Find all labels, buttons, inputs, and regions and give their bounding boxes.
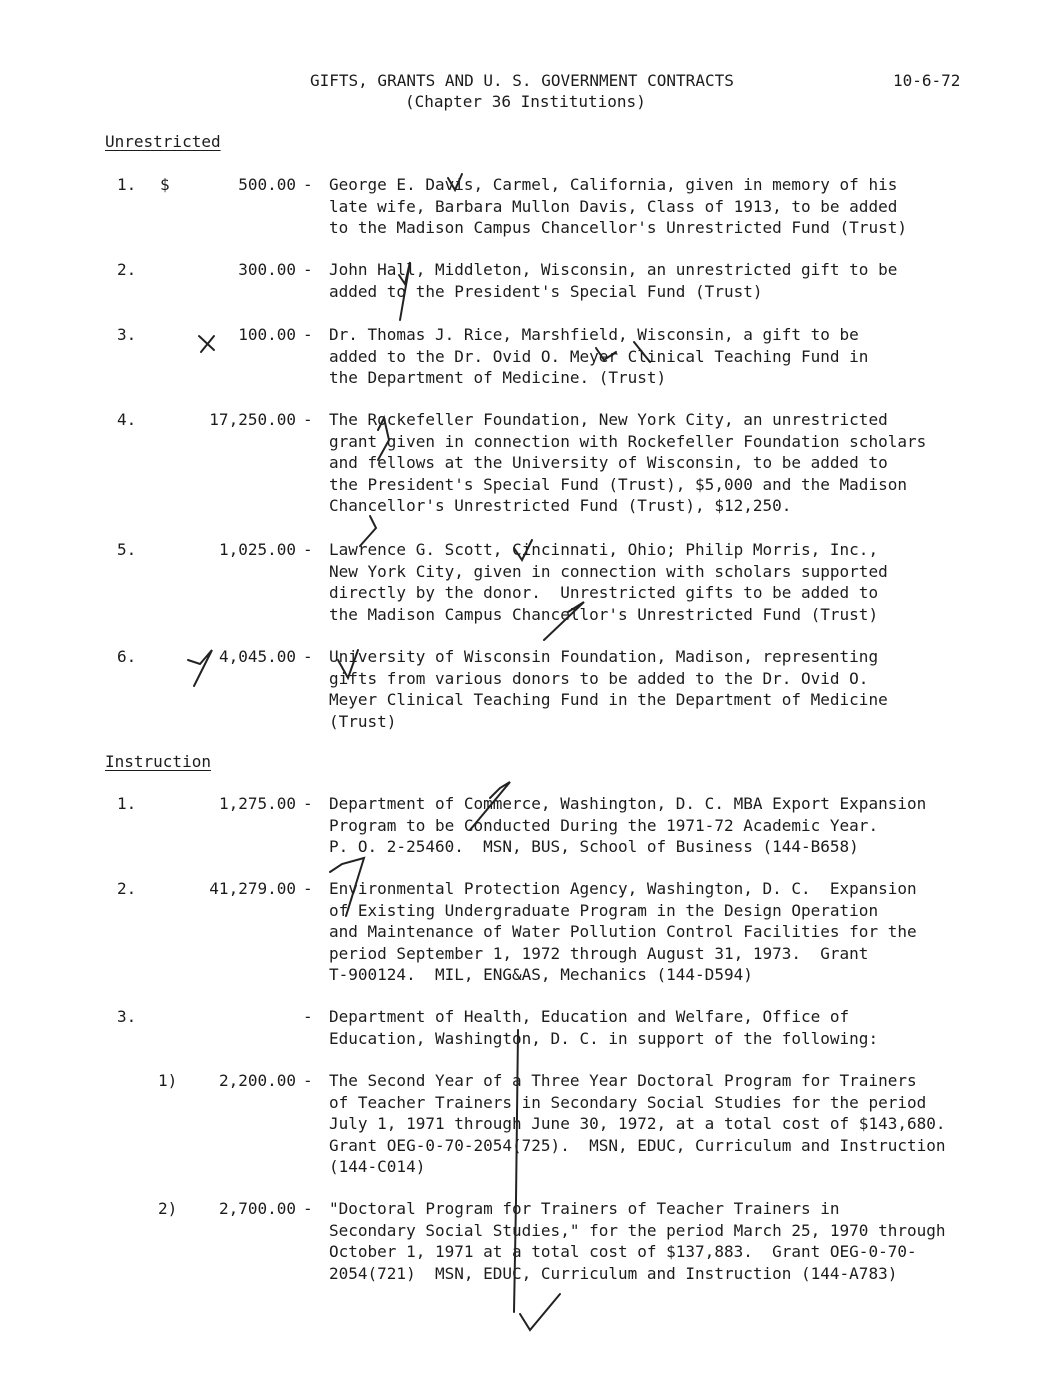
entry-line: University of Wisconsin Foundation, Madison, representing [329,647,879,666]
entry-amount: 300.00 [238,260,296,279]
entry-dash: - [303,260,313,279]
entry-description [329,646,1019,732]
entry-line: added to the President's Special Fund (Trust) [329,281,763,301]
entry-description [329,539,1019,625]
entry-amount: 2,200.00 [218,1071,296,1090]
section-heading-unrestricted: Unrestricted [105,132,221,151]
entry-description [329,1198,1019,1284]
entry-dash: - [303,1007,313,1026]
entry-line: late wife, Barbara Mullon Davis, Class of 1913, to be added [329,196,898,216]
document-title: GIFTS, GRANTS AND U. S. GOVERNMENT CONTRACTS [310,71,734,90]
entry-line: period September 1, 1972 through August 31, 1973. Grant [329,943,869,963]
entry-description [329,174,1019,239]
entry-dash: - [303,325,313,344]
entry-line: Meyer Clinical Teaching Fund in the Department of Medicine [329,690,888,709]
entry-number: 4. [117,410,137,429]
entry-line: Secondary Social Studies," for the period March 25, 1970 through [329,1220,946,1240]
entry-number: 1. [117,175,137,194]
entry-line: Program to be Conducted During the 1971-72 Academic Year. [329,815,879,835]
entry-number: 2) [158,1199,178,1218]
entry-description [329,878,1019,986]
entry-line: Dr. Thomas J. Rice, Marshfield, Wisconsin, a gift to be [329,325,859,344]
entry-line: Department of Health, Education and Welfare, Office of [329,1007,850,1026]
entry-line: Department of Commerce, Washington, D. C. MBA Export Expansion [329,794,927,813]
entry-line: (Trust) [329,711,397,731]
document-subtitle: (Chapter 36 Institutions) [405,92,646,111]
entry-number: 1) [158,1071,178,1090]
entry-dash: - [303,540,313,559]
section-heading-instruction: Instruction [105,752,211,771]
entry-line: the Madison Campus Chancellor's Unrestricted Fund (Trust) [329,604,879,624]
entry-description [329,259,1019,302]
entry-description [329,793,1019,858]
entry-line: The Second Year of a Three Year Doctoral Program for Trainers [329,1071,917,1090]
entry-line: directly by the donor. Unrestricted gifts to be added to [329,583,879,602]
entry-line: the Department of Medicine. (Trust) [329,368,667,387]
dollar-sign: $ [160,175,170,194]
entry-dash: - [303,647,313,666]
entry-line: John Hall, Middleton, Wisconsin, an unrestricted gift to be [329,260,898,279]
entry-line: July 1, 1971 through June 30, 1972, at a total cost of $143,680. [329,1114,946,1133]
entry-amount: 1,025.00 [218,540,296,559]
entry-number: 6. [117,647,137,666]
entry-amount: 500.00 [238,175,296,194]
entry-line: grant given in connection with Rockefeller Foundation scholars [329,431,927,451]
entry-line: Education, Washington, D. C. in support of the following: [329,1028,879,1048]
entry-description [329,409,1019,517]
entry-amount: 17,250.00 [209,410,296,429]
entry-line: Environmental Protection Agency, Washington, D. C. Expansion [329,879,917,898]
check-mark [188,650,212,686]
document-date: 10-6-72 [893,71,961,90]
entry-line: "Doctoral Program for Trainers of Teacher Trainers in [329,1199,840,1218]
entry-line: T-900124. MIL, ENG&AS, Mechanics (144-D594) [329,965,753,984]
entry-line: October 1, 1971 at a total cost of $137,883. Grant OEG-0-70- [329,1242,917,1261]
entry-dash: - [303,794,313,813]
entry-description [329,1070,1019,1178]
check-mark [199,336,214,352]
entry-amount: 4,045.00 [218,647,296,666]
entry-line: The Rockefeller Foundation, New York City, an unrestricted [329,410,888,429]
entry-line: Chancellor's Unrestricted Fund (Trust), $12,250. [329,496,792,515]
entry-number: 3. [117,1007,137,1026]
entry-line: and Maintenance of Water Pollution Control Facilities for the [329,922,917,941]
entry-amount: 2,700.00 [218,1199,296,1218]
entry-dash: - [303,879,313,898]
entry-dash: - [303,175,313,194]
entry-dash: - [303,410,313,429]
entry-line: the President's Special Fund (Trust), $5,000 and the Madison [329,474,907,494]
entry-dash: - [303,1071,313,1090]
entry-line: and fellows at the University of Wisconsin, to be added to [329,453,888,472]
entry-line: 2054(721) MSN, EDUC, Curriculum and Instruction (144-A783) [329,1263,898,1283]
entry-line: gifts from various donors to be added to the Dr. Ovid O. [329,668,869,688]
entry-line: of Existing Undergraduate Program in the Design Operation [329,900,879,920]
entry-amount: 41,279.00 [209,879,296,898]
entry-line: Lawrence G. Scott, Cincinnati, Ohio; Philip Morris, Inc., [329,540,879,559]
entry-number: 3. [117,325,137,344]
entry-number: 5. [117,540,137,559]
entry-line: George E. Davis, Carmel, California, given in memory of his [329,175,898,194]
entry-line: of Teacher Trainers in Secondary Social Studies for the period [329,1092,927,1112]
entry-line: Grant OEG-0-70-2054(725). MSN, EDUC, Curriculum and Instruction [329,1135,946,1155]
entry-line: (144-C014) [329,1157,426,1176]
entry-number: 1. [117,794,137,813]
entry-line: to the Madison Campus Chancellor's Unrestricted Fund (Trust) [329,218,907,237]
entry-line: added to the Dr. Ovid O. Meyer Clinical Teaching Fund in [329,346,869,366]
entry-line: P. O. 2-25460. MSN, BUS, School of Business (144-B658) [329,837,859,856]
entry-number: 2. [117,260,137,279]
entry-amount: 100.00 [238,325,296,344]
entry-amount: 1,275.00 [218,794,296,813]
check-mark [520,1294,560,1330]
entry-description [329,324,1019,389]
entry-number: 2. [117,879,137,898]
entry-dash: - [303,1199,313,1218]
entry-description [329,1006,1019,1049]
entry-line: New York City, given in connection with scholars supported [329,561,888,581]
